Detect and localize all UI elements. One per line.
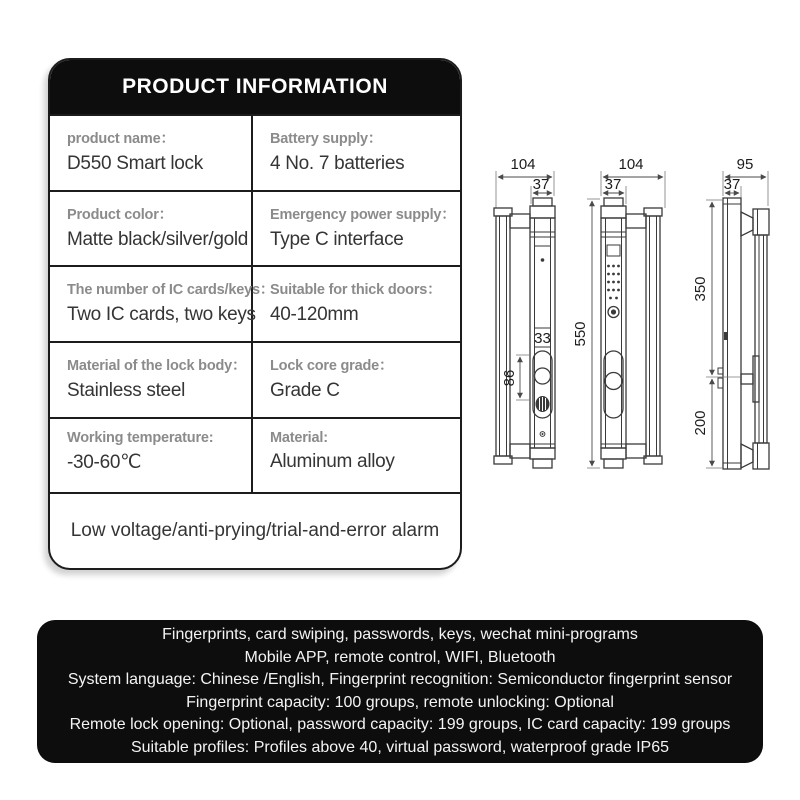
spec-label: Material: [270, 429, 328, 446]
spec-value: D550 Smart lock [67, 153, 203, 174]
spec-label: product name： [67, 131, 175, 147]
technical-drawings [478, 148, 794, 500]
feature-line-connectivity: Mobile APP, remote control, WIFI, Bluetooth [244, 648, 556, 666]
spec-cell-emergency-power [253, 192, 462, 266]
lock-keypad-view [572, 156, 665, 468]
spec-label: Emergency power supply： [270, 206, 456, 223]
dim-side-body-depth: 37 [723, 176, 741, 193]
spec-row-1 [50, 114, 460, 190]
spec-label: Battery supply： [270, 131, 383, 147]
dim-front-center-width: 33 [534, 330, 551, 347]
card-header [50, 60, 460, 114]
spec-label: Product color： [67, 206, 173, 223]
feature-line-remote-capacity: Remote lock opening: Optional, password capacity: 199 groups, IC card capacity: 199 groups [69, 716, 731, 733]
spec-cell-material [253, 419, 460, 493]
dim-side-lower-length: 200 [692, 410, 709, 436]
spec-value: Grade C [270, 380, 340, 402]
spec-cell-ic-cards [50, 267, 275, 341]
spec-value: 4 No. 7 batteries [270, 153, 405, 174]
spec-cell-door-thickness [253, 267, 460, 341]
dim-keypad-body-width: 37 [604, 176, 622, 193]
dim-keypad-overall-width: 104 [618, 156, 644, 173]
feature-line-fingerprint-capacity: Fingerprint capacity: 100 groups, remote unlocking: Optional [186, 693, 614, 711]
spec-label: Lock core grade： [270, 358, 394, 375]
alarm-features-text: Low voltage/anti-prying/trial-and-error alarm [50, 492, 460, 568]
spec-value: Aluminum alloy [270, 450, 395, 472]
spec-cell-lock-body-material [50, 343, 253, 417]
spec-label: Material of the lock body： [67, 358, 247, 375]
feature-line-language-recognition: System language: Chinese /English, Fingerprint recognition: Semiconductor fingerprint sensor [67, 671, 733, 688]
spec-value: Matte black/silver/gold [67, 228, 249, 250]
lock-front-view [494, 156, 555, 468]
feature-line-unlock-methods: Fingerprints, card swiping, passwords, keys, wechat mini-programs [162, 626, 638, 643]
dim-keypad-overall-height: 550 [572, 321, 589, 347]
dim-front-body-width: 37 [532, 176, 550, 193]
card-title: PRODUCT INFORMATION [122, 75, 388, 98]
spec-cell-working-temperature [50, 419, 253, 493]
spec-row-4 [50, 341, 460, 417]
spec-value: 40-120mm [270, 304, 359, 326]
spec-cell-product-name [50, 116, 253, 190]
spec-cell-battery-supply [253, 116, 460, 190]
spec-label: The number of IC cards/keys： [67, 282, 275, 299]
spec-cell-lock-core-grade [253, 343, 460, 417]
dim-front-overall-width: 104 [510, 156, 536, 173]
spec-value: -30-60℃ [67, 451, 142, 473]
spec-cell-product-color [50, 192, 253, 266]
spec-row-3 [50, 265, 460, 341]
spec-label: Working temperature: [67, 429, 214, 446]
features-panel [37, 620, 763, 763]
spec-value: Stainless steel [67, 380, 186, 402]
dim-side-upper-length: 350 [692, 276, 709, 302]
dim-front-panel-span: 86 [501, 369, 518, 387]
spec-row-5 [50, 417, 460, 493]
feature-line-profiles: Suitable profiles: Profiles above 40, virtual password, waterproof grade IP65 [130, 738, 670, 756]
dim-side-overall-depth: 95 [736, 156, 754, 173]
product-info-card [48, 58, 462, 570]
lock-side-view [692, 156, 769, 469]
spec-row-2 [50, 190, 460, 266]
spec-value: Two IC cards, two keys [67, 304, 256, 326]
spec-label: Suitable for thick doors： [270, 282, 442, 299]
spec-value: Type C interface [270, 228, 404, 250]
